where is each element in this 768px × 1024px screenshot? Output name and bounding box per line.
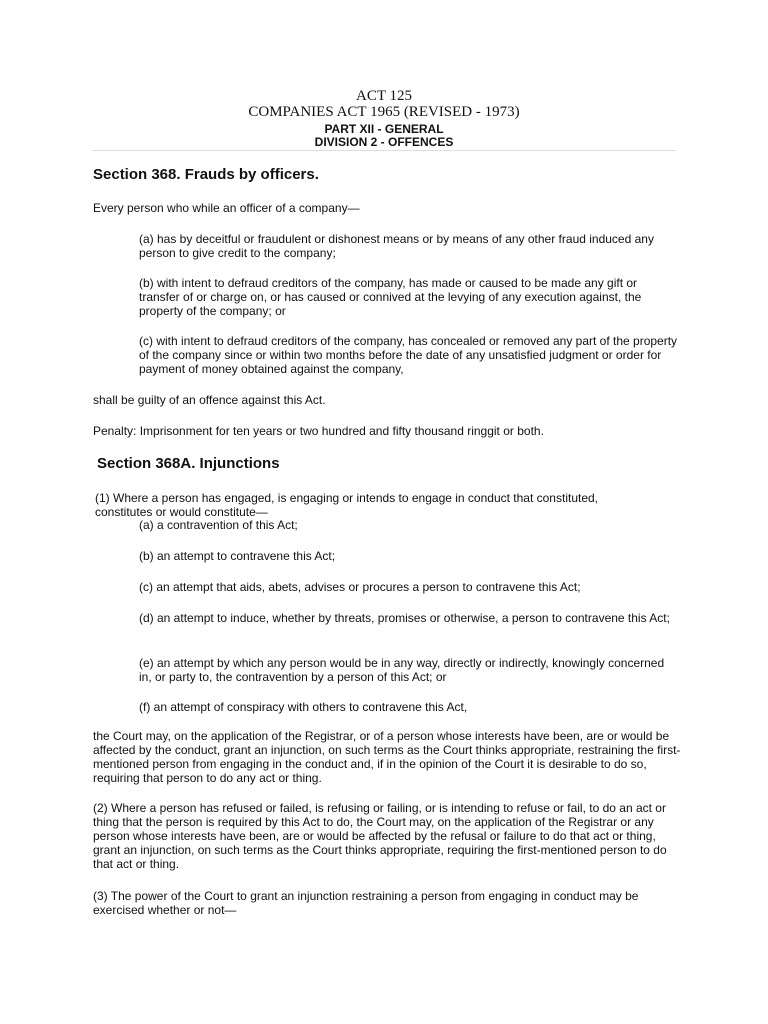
section-368-para-c: (c) with intent to defraud creditors of the company, has concealed or removed any part of the property of the company since or within two months before the date of any unsatisfied judgment or order for payment of money obtained against the company,	[139, 334, 678, 376]
section-368-guilty: shall be guilty of an offence against this Act.	[93, 393, 326, 407]
section-368a-para-d: (d) an attempt to induce, whether by threats, promises or otherwise, a person to contravene this Act;	[139, 611, 670, 625]
act-number: ACT 125	[356, 88, 412, 104]
section-368a-para-b: (b) an attempt to contravene this Act;	[139, 549, 336, 563]
section-368a-subsection-1: (1) Where a person has engaged, is engaging or intends to engage in conduct that constituted, constitutes or would constitute—	[95, 491, 599, 519]
section-368-heading: Section 368. Frauds by officers.	[93, 166, 319, 183]
section-368-intro: Every person who while an officer of a company—	[93, 201, 360, 215]
section-368a-subsection-2: (2) Where a person has refused or failed, is refusing or failing, or is intending to refuse or fail, to do an act or thing that the person is required by this Act to do, the Court may, on the application of the Registrar or any person whose interests have been, are or would be affected by the refusal or failure to do that act or thing, grant an injunction, on such terms as the Court thinks appropriate, requiring the first-mentioned person to do that act or thing.	[93, 801, 667, 871]
section-368-para-b: (b) with intent to defraud creditors of the company, has made or caused to be made any gift or transfer of or charge on, or has caused or connived at the levying of any execution against, the property of the company; or	[139, 276, 642, 318]
act-title: COMPANIES ACT 1965 (REVISED - 1973)	[248, 104, 520, 120]
section-368-para-a: (a) has by deceitful or fraudulent or dishonest means or by means of any other fraud induced any person to give credit to the company;	[139, 232, 654, 260]
section-368a-para-f: (f) an attempt of conspiracy with others to contravene this Act,	[139, 700, 468, 714]
section-368-penalty: Penalty: Imprisonment for ten years or two hundred and fifty thousand ringgit or both.	[93, 424, 544, 438]
part-label: PART XII - GENERAL	[324, 122, 444, 136]
section-368a-para-e: (e) an attempt by which any person would be in any way, directly or indirectly, knowingly concerned in, or party to, the contravention by a person of this Act; or	[139, 656, 665, 684]
header-divider	[92, 150, 676, 151]
section-368a-para-c: (c) an attempt that aids, abets, advises or procures a person to contravene this Act;	[139, 580, 581, 594]
section-368a-para-a: (a) a contravention of this Act;	[139, 518, 298, 532]
section-368a-court-power: the Court may, on the application of the Registrar, or of a person whose interests have been, are or would be affected by the conduct, grant an injunction, on such terms as the Court thinks appropriate, restraining the first-mentioned person from engaging in the conduct and, if in the opinion of the Court it is desirable to do so, requiring that person to do any act or thing.	[93, 729, 681, 785]
section-368a-subsection-3: (3) The power of the Court to grant an injunction restraining a person from engaging in conduct may be exercised whether or not—	[93, 889, 639, 917]
section-368a-heading: Section 368A. Injunctions	[97, 455, 280, 472]
division-label: DIVISION 2 - OFFENCES	[314, 135, 454, 149]
